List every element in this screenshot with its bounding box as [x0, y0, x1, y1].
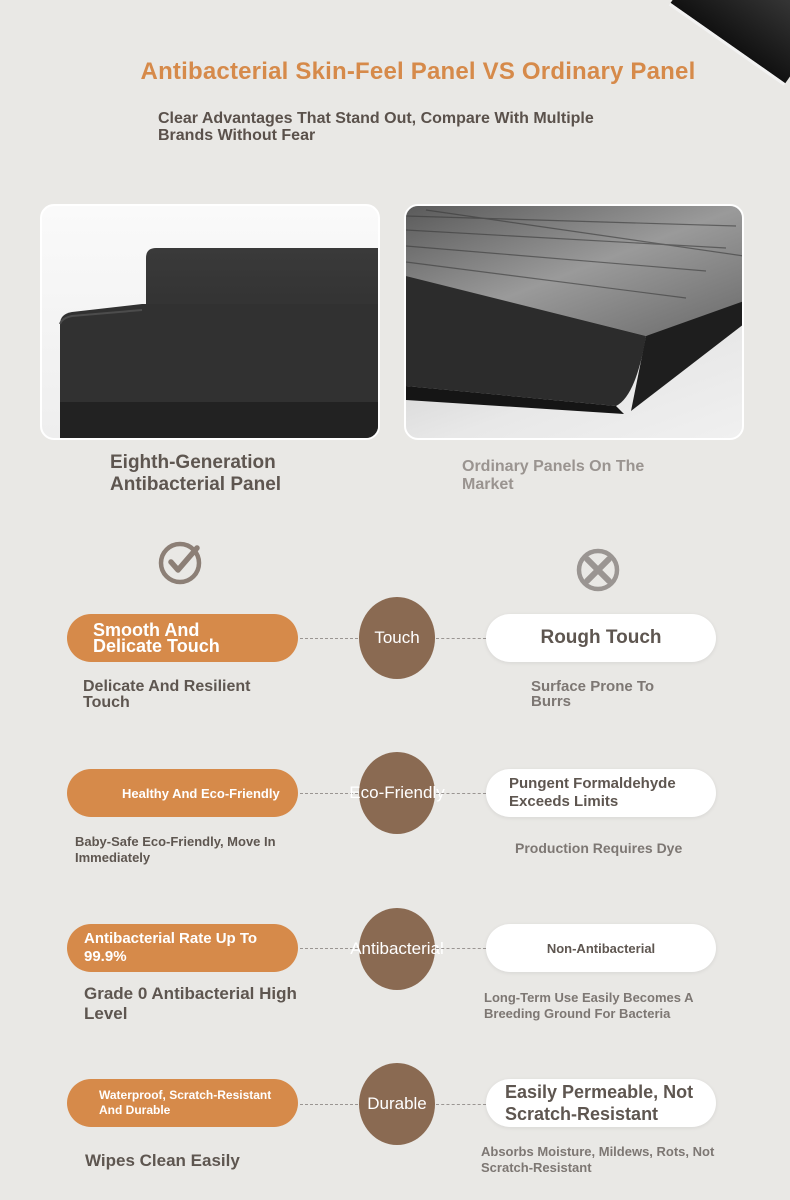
feature-circle [359, 1063, 435, 1145]
good-description: Grade 0 Antibacterial High Level [84, 984, 297, 1023]
bad-feature-pill [486, 1079, 716, 1127]
feature-label: Touch [374, 628, 420, 647]
bad-feature-label: Non-Antibacterial [546, 940, 656, 956]
bad-feature-label: Easily Permeable, Not Scratch-Resistant [505, 1082, 694, 1124]
bad-description: Surface Prone To Burrs [531, 678, 655, 710]
feature-label: Durable [367, 1094, 427, 1113]
bad-description: Absorbs Moisture, Mildews, Rots, Not Scratch-Resistant [481, 1144, 715, 1175]
connector-left [300, 1104, 358, 1105]
bad-feature-label: Pungent Formaldehyde Exceeds Limits [509, 775, 676, 810]
good-feature-label: Smooth And Delicate Touch [93, 620, 220, 656]
feature-circle [349, 752, 445, 834]
connector-right [436, 638, 486, 639]
feature-label: Antibacterial [350, 939, 444, 958]
good-feature-label: Healthy And Eco-Friendly [122, 785, 280, 801]
connector-right [436, 793, 486, 794]
good-feature-pill [67, 614, 298, 662]
right-panel-caption: Ordinary Panels On The Market [462, 458, 645, 493]
ordinary-panel-image [404, 204, 744, 440]
check-circle-icon [157, 540, 203, 591]
page-subtitle: Clear Advantages That Stand Out, Compare With Multiple Brands Without Fear [158, 110, 594, 144]
good-feature-pill [67, 924, 298, 972]
bad-feature-pill [486, 769, 716, 817]
page-title: Antibacterial Skin-Feel Panel VS Ordinary Panel [140, 58, 696, 85]
left-panel-caption: Eighth-Generation Antibacterial Panel [110, 452, 282, 495]
good-description: Wipes Clean Easily [85, 1151, 240, 1170]
good-feature-pill [67, 769, 298, 817]
feature-circle [350, 908, 444, 990]
good-feature-pill [67, 1079, 298, 1127]
connector-right [436, 948, 486, 949]
comparison-row-durable [0, 1062, 790, 1192]
bad-feature-pill [486, 924, 716, 972]
connector-right [436, 1104, 486, 1105]
comparison-row-touch [0, 596, 790, 716]
x-circle-icon [575, 547, 621, 598]
connector-left [300, 638, 358, 639]
feature-circle [359, 597, 435, 679]
comparison-row-antibacterial [0, 906, 790, 1036]
bad-description: Long-Term Use Easily Becomes A Breeding Ground For Bacteria [484, 990, 694, 1021]
bad-feature-label: Rough Touch [540, 627, 662, 648]
good-feature-label: Antibacterial Rate Up To 99.9% [84, 930, 258, 965]
good-description: Delicate And Resilient Touch [83, 678, 251, 711]
good-description: Baby-Safe Eco-Friendly, Move In Immediately [75, 834, 276, 865]
comparison-row-eco [0, 750, 790, 870]
feature-label: Eco-Friendly [349, 783, 445, 802]
bad-description: Production Requires Dye [515, 840, 683, 856]
good-feature-label: Waterproof, Scratch-Resistant And Durable [99, 1088, 272, 1117]
bad-feature-pill [486, 614, 716, 662]
antibacterial-panel-image [40, 204, 380, 440]
